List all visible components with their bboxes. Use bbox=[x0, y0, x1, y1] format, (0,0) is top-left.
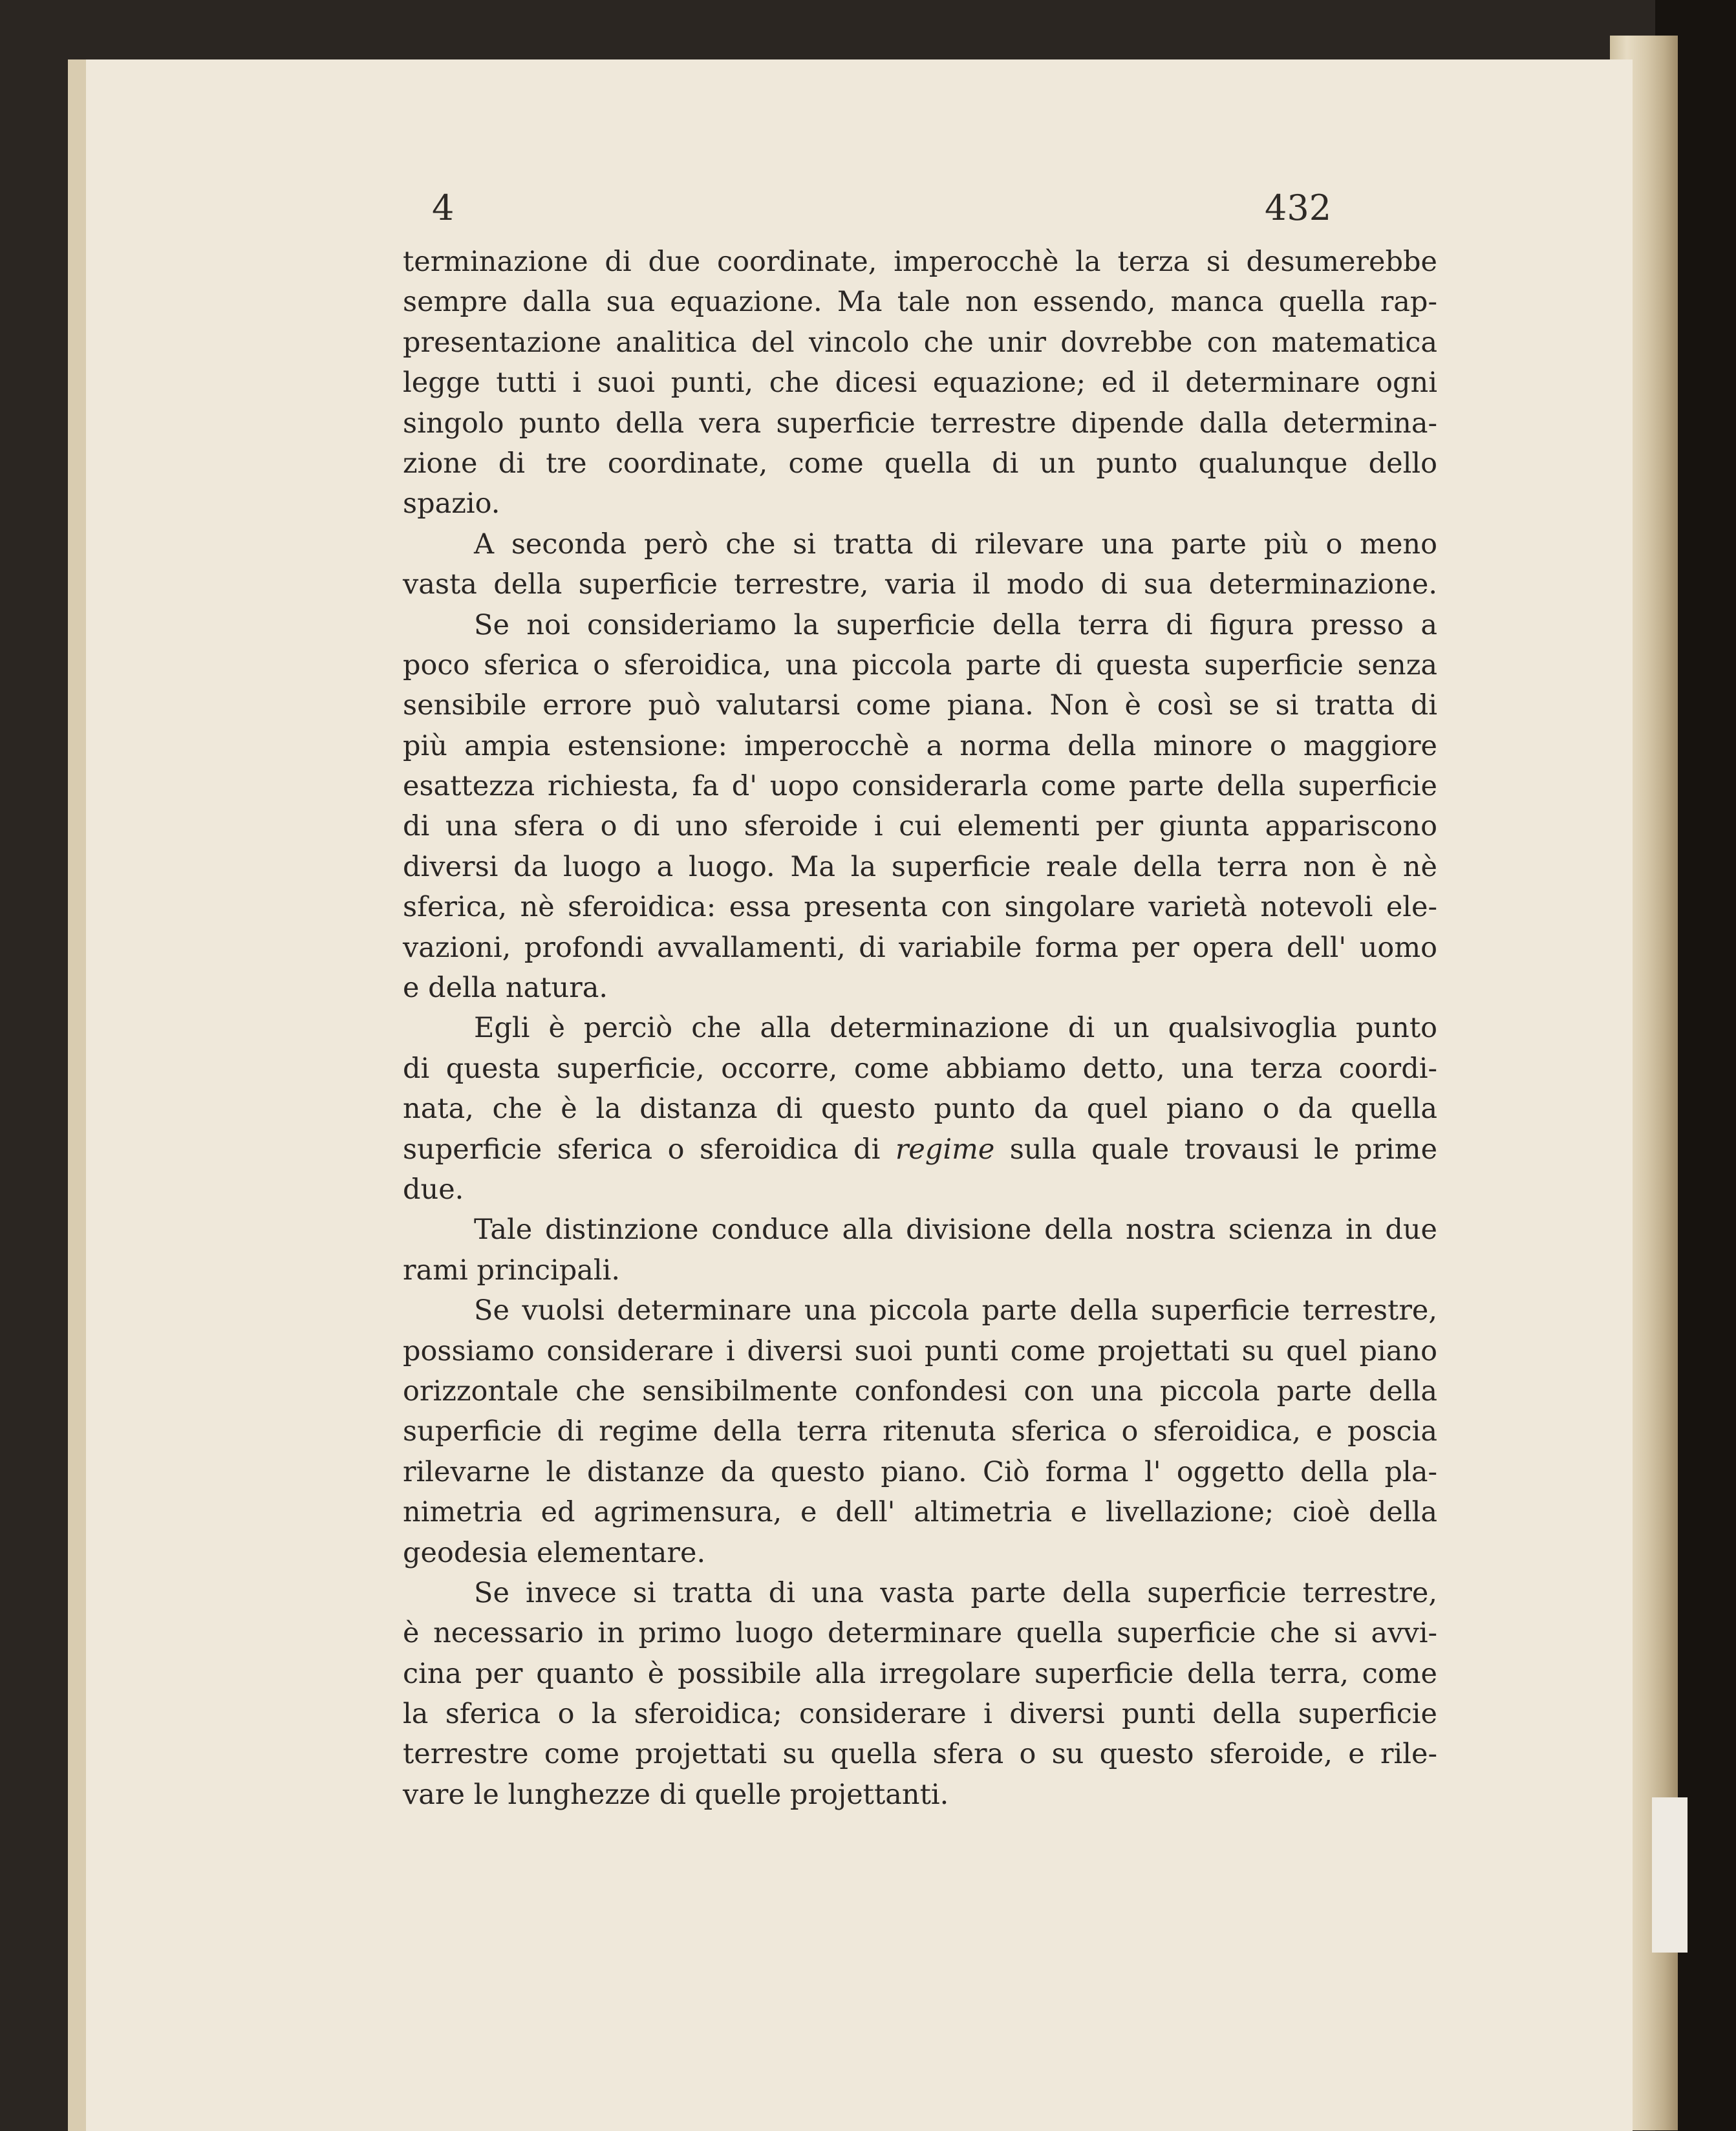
text-line: Se vuolsi determinare una piccola parte della superficie terrestre, bbox=[474, 1294, 1437, 1327]
text-line: Tale distinzione conduce alla divisione della nostra scienza in due bbox=[474, 1214, 1437, 1247]
book-page bbox=[68, 59, 1633, 2131]
text-line: sensibile errore può valutarsi come piana. Non è così se si tratta di bbox=[403, 689, 1437, 722]
text-line: Se invece si tratta di una vasta parte della superficie terrestre, bbox=[474, 1576, 1437, 1609]
text-line: due. bbox=[403, 1173, 464, 1206]
text-line: è necessario in primo luogo determinare quella superficie che si avvi- bbox=[403, 1617, 1437, 1650]
text-line: diversi da luogo a luogo. Ma la superficie reale della terra non è nè bbox=[403, 850, 1437, 883]
paragraph bbox=[403, 1210, 1437, 1290]
text-line: zione di tre coordinate, come quella di un punto qualunque dello bbox=[403, 447, 1437, 480]
text-line: e della natura. bbox=[403, 972, 608, 1005]
text-line: nata, che è la distanza di questo punto da quel piano o da quella bbox=[403, 1093, 1437, 1126]
page-header bbox=[86, 187, 1633, 239]
text-line: Egli è perciò che alla determinazione di un qualsivoglia punto bbox=[474, 1012, 1437, 1045]
text-line: cina per quanto è possibile alla irregolare superficie della terra, come bbox=[403, 1657, 1437, 1690]
text-line: nimetria ed agrimensura, e dell' altimetria e livellazione; cioè della bbox=[403, 1496, 1437, 1529]
text-line: superficie di regime della terra ritenuta sferica o sferoidica, e poscia bbox=[403, 1415, 1437, 1448]
text-line: A seconda però che si tratta di rilevare una parte più o meno bbox=[474, 528, 1437, 561]
text-line: sempre dalla sua equazione. Ma tale non essendo, manca quella rap- bbox=[403, 286, 1437, 319]
text-line: esattezza richiesta, fa d' uopo considerarla come parte della superficie bbox=[403, 770, 1437, 803]
text-line: rami principali. bbox=[403, 1254, 621, 1287]
paragraph bbox=[403, 524, 1437, 605]
text-line: vazioni, profondi avvallamenti, di variabile forma per opera dell' uomo bbox=[403, 931, 1437, 964]
text-line: legge tutti i suoi punti, che dicesi equazione; ed il determinare ogni bbox=[403, 367, 1437, 400]
page-number-right: 432 bbox=[1265, 187, 1332, 228]
body-text bbox=[403, 242, 1437, 1815]
text-line: rilevarne le distanze da questo piano. Ciò forma l' oggetto della pla- bbox=[403, 1455, 1437, 1488]
text-line: di una sfera o di uno sferoide i cui elementi per giunta appariscono bbox=[403, 810, 1437, 843]
text-line: geodesia elementare. bbox=[403, 1536, 706, 1569]
paper-stub bbox=[1652, 1797, 1688, 1953]
text-line: poco sferica o sferoidica, una piccola parte di questa superficie senza bbox=[403, 648, 1437, 681]
text-segment: sulla quale trovausi le prime bbox=[1009, 1133, 1438, 1166]
text-line: più ampia estensione: imperocchè a norma della minore o maggiore bbox=[403, 729, 1437, 762]
paragraph bbox=[403, 242, 1437, 524]
text-line: vasta della superficie terrestre, varia il modo di sua determinazione. bbox=[403, 568, 1437, 601]
text-line: possiamo considerare i diversi suoi punti come projettati su quel piano bbox=[403, 1334, 1437, 1367]
text-line: sferica, nè sferoidica: essa presenta con singolare varietà notevoli ele- bbox=[403, 891, 1437, 924]
paragraph bbox=[403, 1008, 1437, 1210]
text-line: Se noi consideriamo la superficie della terra di figura presso a bbox=[474, 608, 1437, 641]
text-line: di questa superficie, occorre, come abbiamo detto, una terza coordi- bbox=[403, 1052, 1437, 1085]
text-line: presentazione analitica del vincolo che unir dovrebbe con matematica bbox=[403, 326, 1437, 359]
text-line: terrestre come projettati su quella sfera o su questo sferoide, e rile- bbox=[403, 1738, 1437, 1771]
text-line: vare le lunghezze di quelle projettanti. bbox=[403, 1778, 949, 1811]
text-line: terminazione di due coordinate, imperocchè la terza si desumerebbe bbox=[403, 246, 1437, 278]
text-line: spazio. bbox=[403, 487, 500, 520]
paragraph bbox=[403, 1290, 1437, 1573]
italic-word: regime bbox=[895, 1133, 995, 1166]
text-line-with-italic bbox=[403, 1130, 1437, 1170]
paragraph bbox=[403, 605, 1437, 1009]
text-line: singolo punto della vera superficie terrestre dipende dalla determina- bbox=[403, 407, 1437, 440]
page-number-left: 4 bbox=[432, 187, 455, 228]
paragraph bbox=[403, 1573, 1437, 1815]
text-line: la sferica o la sferoidica; considerare i diversi punti della superficie bbox=[403, 1698, 1437, 1731]
text-line: orizzontale che sensibilmente confondesi con una piccola parte della bbox=[403, 1375, 1437, 1408]
text-segment: superficie sferica o sferoidica di bbox=[403, 1133, 881, 1166]
